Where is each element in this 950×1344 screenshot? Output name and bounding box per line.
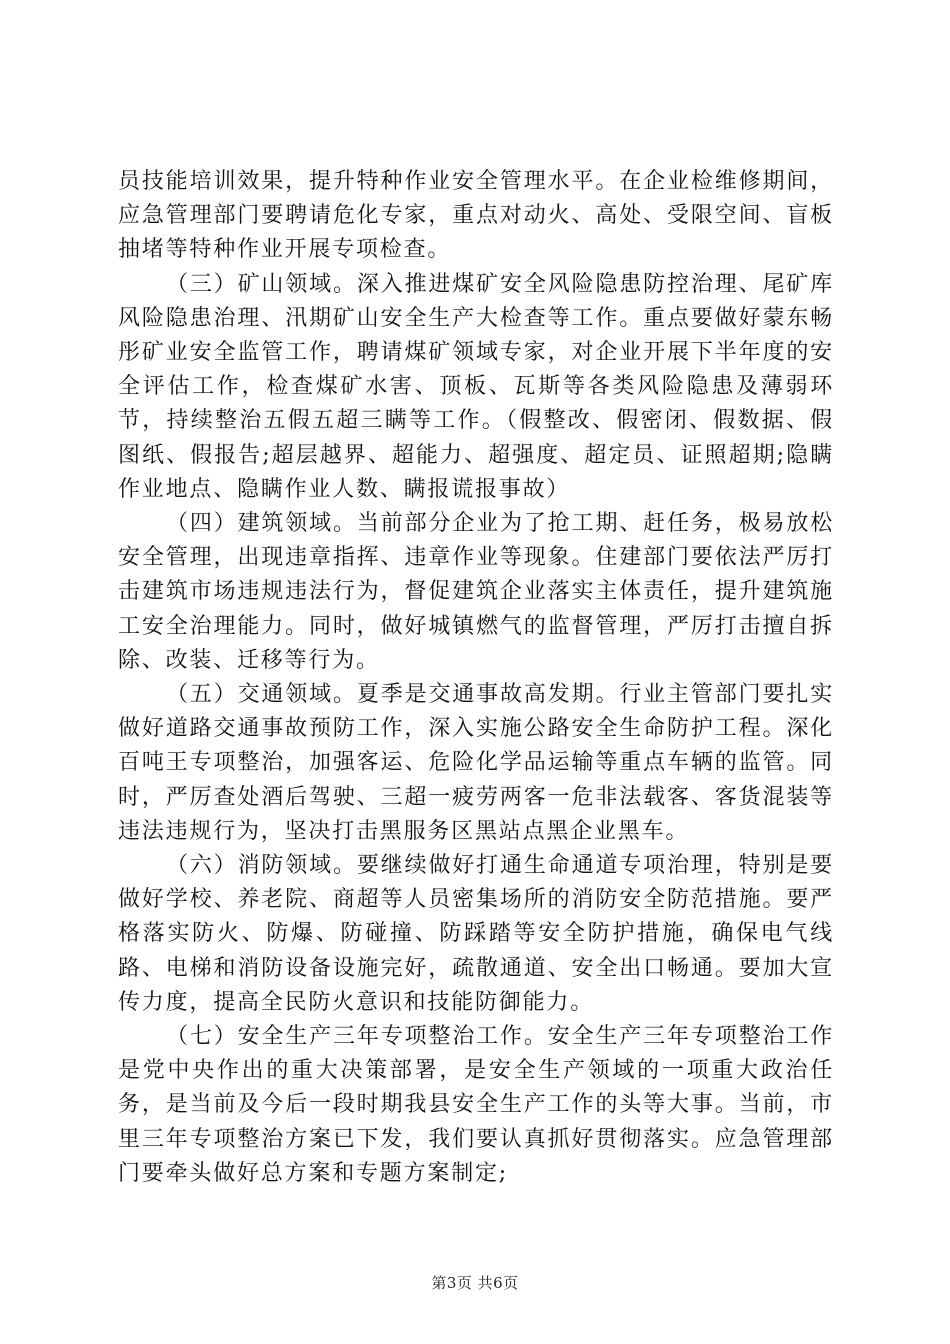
paragraph-fire: （六）消防领域。要继续做好打通生命通道专项治理，特别是要做好学校、养老院、商超等人员密集场所的消防安全防范措施。要严格落实防火、防爆、防碰撞、防踩踏等安全防护措施，确保电气线路、电梯和消防设备设施完好，疏散通道、安全出口畅通。要加大宣传力度，提高全民防火意识和技能防御能力。 xyxy=(118,853,834,1015)
paragraph-traffic: （五）交通领域。夏季是交通事故高发期。行业主管部门要扎实做好道路交通事故预防工作，深入实施公路安全生命防护工程。深化百吨王专项整治，加强客运、危险化学品运输等重点车辆的监管。同时，严厉查处酒后驾驶、三超一疲劳两客一危非法载客、客货混装等违法违规行为，坚决打击黑服务区黑站点黑企业黑车。 xyxy=(118,682,834,844)
page-number-footer: 第3页 共6页 xyxy=(431,1274,519,1292)
document-body xyxy=(118,165,834,1191)
paragraph-1: 员技能培训效果，提升特种作业安全管理水平。在企业检维修期间，应急管理部门要聘请危化专家，重点对动火、高处、受限空间、盲板抽堵等特种作业开展专项检查。 xyxy=(118,169,834,263)
paragraph-mining: （三）矿山领域。深入推进煤矿安全风险隐患防控治理、尾矿库风险隐患治理、汛期矿山安全生产大检查等工作。重点要做好蒙东畅彤矿业安全监管工作，聘请煤矿领域专家，对企业开展下半年度的安全评估工作，检查煤矿水害、顶板、瓦斯等各类风险隐患及薄弱环节，持续整治五假五超三瞒等工作。（假整改、假密闭、假数据、假图纸、假报告;超层越界、超能力、超强度、超定员、证照超期;隐瞒作业地点、隐瞒作业人数、瞒报谎报事故） xyxy=(118,271,834,502)
paragraph-three-year-campaign: （七）安全生产三年专项整治工作。安全生产三年专项整治工作是党中央作出的重大决策部署，是安全生产领域的一项重大政治任务，是当前及今后一段时期我县安全生产工作的头等大事。当前，市里三年专项整治方案已下发，我们要认真抓好贯彻落实。应急管理部门要牵头做好总方案和专题方案制定; xyxy=(118,1024,834,1186)
paragraph-construction: （四）建筑领域。当前部分企业为了抢工期、赶任务，极易放松安全管理，出现违章指挥、违章作业等现象。住建部门要依法严厉打击建筑市场违规违法行为，督促建筑企业落实主体责任，提升建筑施工安全治理能力。同时，做好城镇燃气的监督管理，严厉打击擅自拆除、改装、迁移等行为。 xyxy=(118,511,834,673)
